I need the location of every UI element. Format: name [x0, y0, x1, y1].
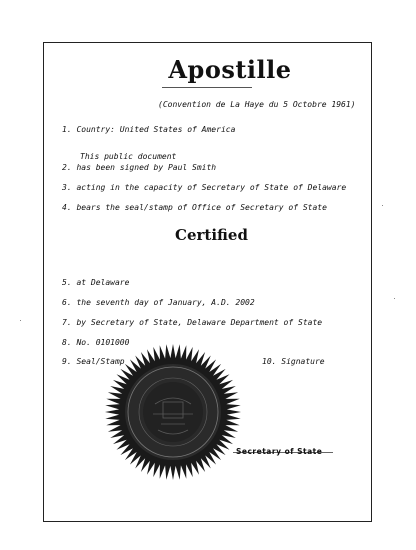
item-number: 8. No. 0101000 [62, 338, 130, 347]
item-country: 1. Country: United States of America [62, 125, 236, 134]
signatory-title: Secretary of State [236, 447, 323, 456]
certified-heading: Certified [175, 226, 248, 244]
item-capacity: 3. acting in the capacity of Secretary of State of Delaware [62, 183, 347, 192]
item-signature: 10. Signature [262, 357, 325, 366]
convention-subtitle: (Convention de La Haye du 5 Octobre 1961) [158, 100, 356, 109]
title-underline [162, 87, 252, 88]
item-certified-by: 7. by Secretary of State, Delaware Department of State [62, 318, 323, 327]
item-seal-stamp: 9. Seal/Stamp [62, 357, 125, 366]
scan-speck [394, 298, 395, 299]
item-date: 6. the seventh day of January, A.D. 2002 [62, 298, 255, 307]
item-signed-by: 2. has been signed by Paul Smith [62, 163, 217, 172]
item-place: 5. at Delaware [62, 278, 130, 287]
official-seal-icon [103, 342, 243, 482]
scan-speck [382, 205, 383, 206]
item-public-document: This public document [80, 152, 177, 161]
item-seal-stamp-of: 4. bears the seal/stamp of Office of Secretary of State [62, 203, 327, 212]
scan-speck [20, 320, 21, 321]
document-title: Apostille [168, 55, 292, 84]
